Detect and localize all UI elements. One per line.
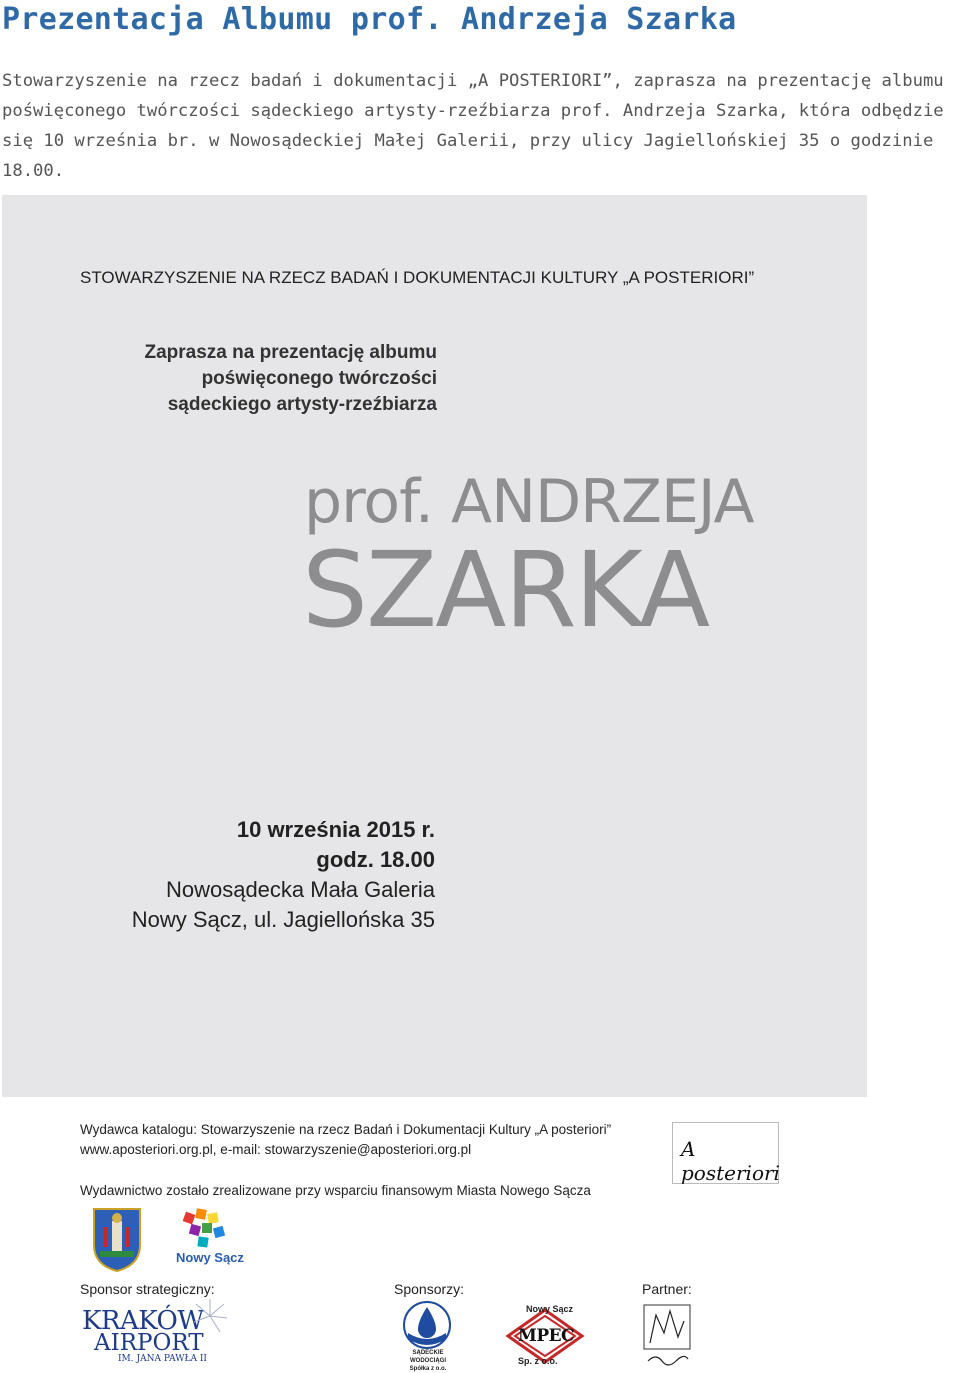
invite-line: poświęconego twórczości — [201, 368, 437, 389]
event-date: 10 września 2015 r. — [236, 817, 435, 842]
invite-line: sądeckiego artysty-rzeźbiarza — [167, 394, 437, 415]
poster-organization: STOWARZYSZENIE NA RZECZ BADAŃ I DOKUMENTACJI KULTURY „A POSTERIORI” — [80, 268, 755, 287]
krakow-airport-logo — [82, 1308, 207, 1368]
intro-line: się 10 września br. w Nowosądeckiej Małej Galerii, przy ulicy Jagiellońskiej 35 o godzinie — [2, 131, 934, 151]
mpec-name: MPEC — [518, 1326, 575, 1346]
krakow-airport-line3: IM. JANA PAWŁA II — [118, 1354, 207, 1364]
poster-event-details — [132, 815, 435, 935]
aposteriori-logo-text: A posteriori — [681, 1137, 780, 1185]
city-crest-icon — [92, 1207, 142, 1273]
partner-label: Partner: — [642, 1281, 692, 1297]
mpec-logo — [490, 1302, 600, 1370]
publisher-line: Wydawca katalogu: Stowarzyszenie na rzecz Badań i Dokumentacji Kultury „A posteriori” — [80, 1122, 612, 1137]
event-address: Nowy Sącz, ul. Jagiellońska 35 — [131, 907, 435, 932]
intro-line: Stowarzyszenie na rzecz badań i dokumentacji „A POSTERIORI”, zaprasza na prezentację albumu — [2, 71, 944, 91]
funding-line: Wydawnictwo zostało zrealizowane przy wsparciu finansowym Miasta Nowego Sącza — [80, 1183, 591, 1198]
intro-paragraph — [2, 66, 960, 186]
event-venue: Nowosądecka Mała Galeria — [165, 877, 435, 902]
nowy-sacz-label: Nowy Sącz — [176, 1250, 244, 1265]
aposteriori-logo — [672, 1122, 779, 1184]
swc-caption — [396, 1349, 460, 1373]
page-title: Prezentacja Albumu prof. Andrzeja Szarka — [2, 2, 737, 37]
swc-caption-line2: Spółka z o.o. — [409, 1366, 447, 1372]
contact-line: www.aposteriori.org.pl, e-mail: stowarzyszenie@aposteriori.org.pl — [80, 1142, 472, 1157]
poster-name-line2: SZARKA — [302, 529, 709, 651]
intro-line: 18.00. — [2, 161, 65, 181]
mpec-company-type: Sp. z o.o. — [518, 1356, 558, 1366]
invite-line: Zaprasza na prezentację albumu — [144, 342, 437, 363]
poster-name-line1: prof. ANDRZEJA — [304, 467, 754, 537]
krakow-airport-line2: AIRPORT — [94, 1330, 204, 1356]
event-time: godz. 18.00 — [316, 847, 435, 872]
strategic-sponsor-label: Sponsor strategiczny: — [80, 1281, 215, 1297]
intro-line: poświęconego twórczości sądeckiego artysty-rzeźbiarza prof. Andrzeja Szarka, która odbędzie — [2, 101, 944, 121]
swc-caption-line1: SĄDECKIE WODOCIĄGI — [410, 1350, 446, 1364]
mala-galeria-logo-icon — [642, 1303, 692, 1369]
mpec-city: Nowy Sącz — [526, 1304, 574, 1314]
dandelion-icon — [190, 1296, 230, 1336]
krakow-airport-line1: KRAKÓW — [82, 1306, 204, 1336]
poster-image — [2, 195, 867, 1097]
sponsors-label: Sponsorzy: — [394, 1281, 465, 1297]
poster-invitation — [145, 340, 438, 418]
